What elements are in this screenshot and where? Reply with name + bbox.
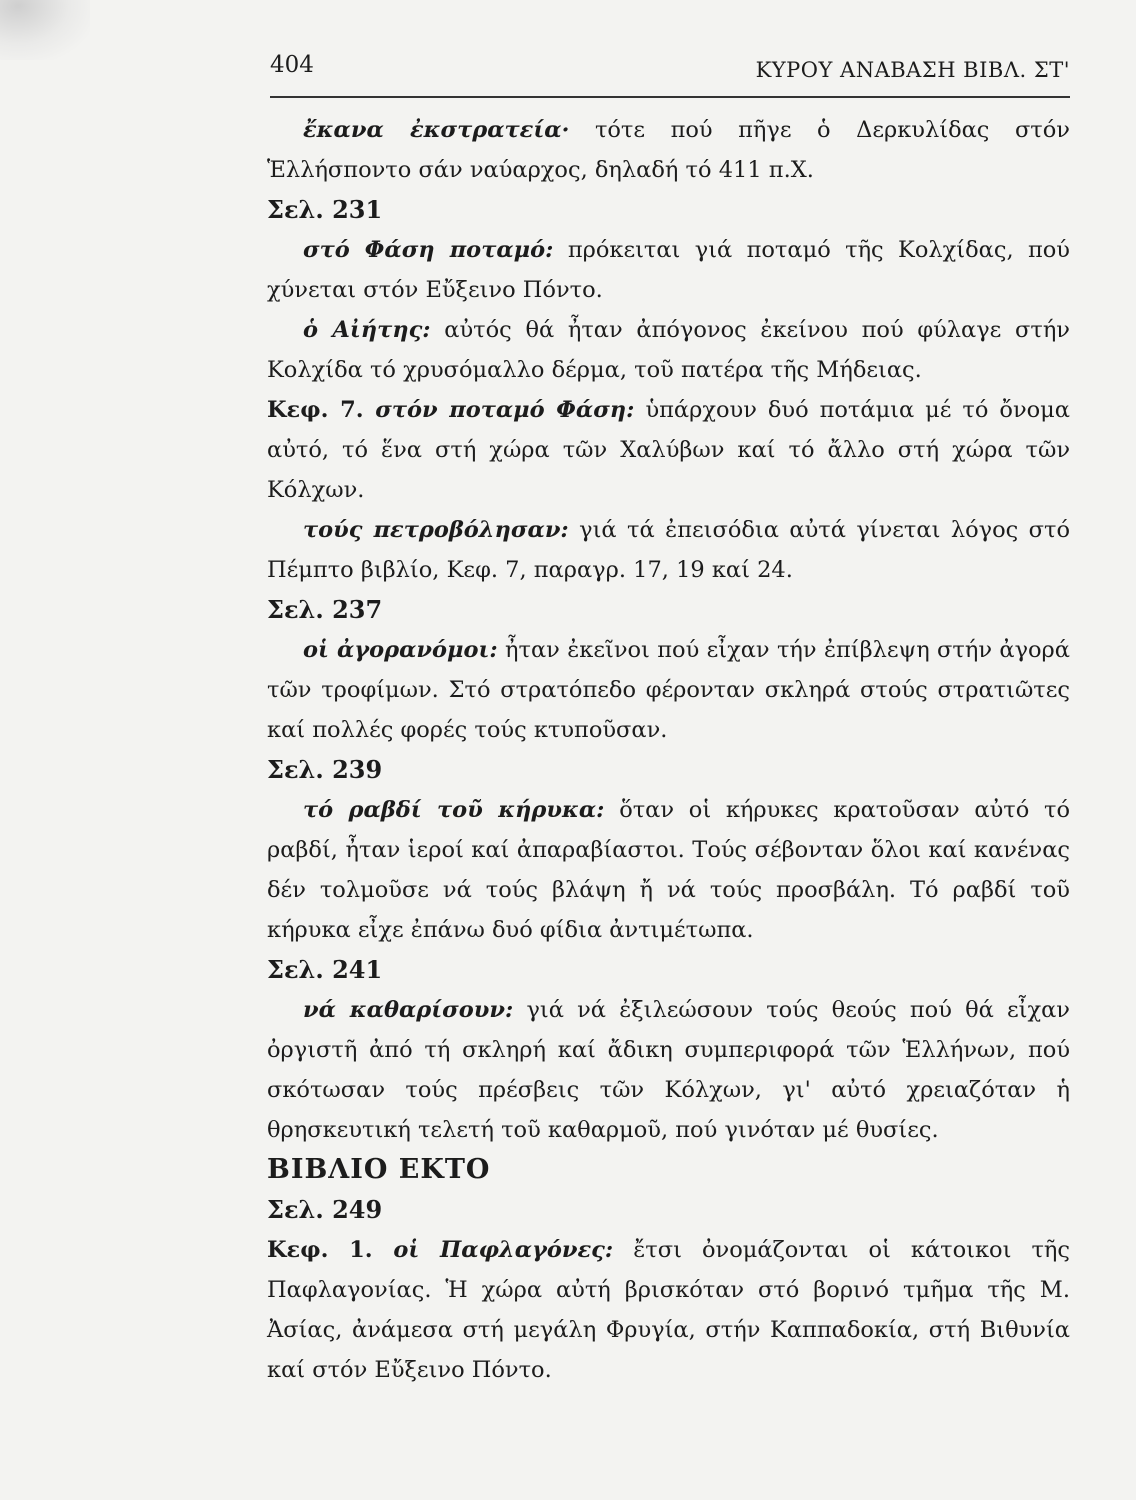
lemma-aiitis: ὁ Αἰήτης: (303, 317, 431, 343)
text-ravdi: ὅταν οἱ κήρυκες κρατοῦσαν αὐτό τό ραβδί, ἦταν ἱεροί καί ἀπαραβίαστοι. Τούς σέβονταν ὅλοι καί κανένας δέν τολμοῦσε νά τούς βλάψη ἤ νά τούς προσβάλη. Τό ραβδί τοῦ κήρυκα εἶχε ἐπάνω δυό φίδια ἀντιμέτωπα. (267, 797, 1070, 943)
page-number: 404 (270, 52, 314, 78)
book-six-title: ΒΙΒΛΙΟ ΕΚΤΟ (267, 1154, 491, 1185)
intro-entry (267, 110, 1070, 190)
page-content (267, 110, 1070, 1390)
text-agoranomoi: ἦταν ἐκεῖνοι πού εἶχαν τήν ἐπίβλεψη στήν ἀγορά τῶν τροφίμων. Στό στρατόπεδο φέρονταν σκληρά στούς στρατιῶτες καί πολλές φορές τούς κτυποῦσαν. (267, 637, 1070, 743)
running-title: ΚΥΡΟΥ ΑΝΑΒΑΣΗ ΒΙΒΛ. ΣΤ' (755, 58, 1070, 82)
section-heading-241: Σελ. 241 (267, 955, 383, 984)
section-heading-237: Σελ. 237 (267, 595, 383, 624)
kef-label-1: Κεφ. 1. (267, 1237, 373, 1263)
section-heading-239: Σελ. 239 (267, 755, 383, 784)
lemma-agoranomoi: οἱ ἀγορανόμοι: (303, 637, 498, 663)
entry-paflagones (267, 1230, 1070, 1390)
text-katharisoun: γιά νά ἐξιλεώσουν τούς θεούς πού θά εἶχαν ὀργιστῆ ἀπό τή σκληρή καί ἄδικη συμπεριφορά τῶν Ἑλλήνων, πού σκότωσαν τούς πρέσβεις τῶν Κόλχων, γι' αὐτό χρειαζόταν ἡ θρησκευτική τελετή τοῦ καθαρμοῦ, πού γινόταν μέ θυσίες. (267, 997, 1070, 1143)
lemma-fasi-potamo: στό Φάση ποταμό: (303, 237, 554, 263)
entry-agoranomoi (267, 630, 1070, 750)
text-paflagones: ἔτσι ὀνομάζονται οἱ κάτοικοι τῆς Παφλαγονίας. Ἡ χώρα αὐτή βρισκόταν στό βορινό τμῆμα τῆς Μ. Ἀσίας, ἀνάμεσα στή μεγάλη Φρυγία, στήν Καππαδοκία, στή Βιθυνία καί στόν Εὔξεινο Πόντο. (267, 1237, 1070, 1383)
entry-katharisoun (267, 990, 1070, 1150)
lemma-ravdi: τό ραβδί τοῦ κήρυκα: (303, 797, 605, 823)
kef-label-7: Κεφ. 7. (267, 397, 364, 423)
lemma-katharisoun: νά καθαρίσουν: (303, 997, 514, 1023)
lemma-paflagones: οἱ Παφλαγόνες: (372, 1237, 614, 1263)
section-heading-231: Σελ. 231 (267, 195, 383, 224)
intro-lemma: ἔκανα ἐκστρατεία· (303, 117, 570, 143)
lemma-petrovolisan: τούς πετροβόλησαν: (303, 517, 569, 543)
entry-aiitis (267, 310, 1070, 390)
header-rule (270, 96, 1070, 98)
text-fasi-potamo: πρόκειται γιά ποταμό τῆς Κολχίδας, πού χύνεται στόν Εὔξεινο Πόντο. (267, 237, 1070, 303)
entry-kef7-fasi (267, 390, 1070, 510)
text-aiitis: αὐτός θά ἦταν ἀπόγονος ἐκείνου πού φύλαγε στήν Κολχίδα τό χρυσόμαλλο δέρμα, τοῦ πατέρα τῆς Μήδειας. (267, 317, 1070, 383)
text-petrovolisan: γιά τά ἐπεισόδια αὐτά γίνεται λόγος στό Πέμπτο βιβλίο, Κεφ. 7, παραγρ. 17, 19 καί 24. (267, 517, 1071, 583)
page-header (270, 52, 1070, 92)
entry-ravdi (267, 790, 1070, 950)
intro-text: τότε πού πῆγε ὁ Δερκυλίδας στόν Ἑλλήσποντο σάν ναύαρχος, δηλαδή τό 411 π.Χ. (267, 117, 1070, 183)
section-heading-249: Σελ. 249 (267, 1195, 383, 1224)
lemma-kef7-fasi: στόν ποταμό Φάση: (363, 397, 635, 423)
text-kef7-fasi: ὑπάρχουν δυό ποτάμια μέ τό ὄνομα αὐτό, τό ἕνα στή χώρα τῶν Χαλύβων καί τό ἄλλο στή χώρα τῶν Κόλχων. (267, 397, 1070, 503)
entry-fasi-potamo (267, 230, 1070, 310)
page-stain (0, 0, 90, 60)
entry-petrovolisan (267, 510, 1070, 590)
